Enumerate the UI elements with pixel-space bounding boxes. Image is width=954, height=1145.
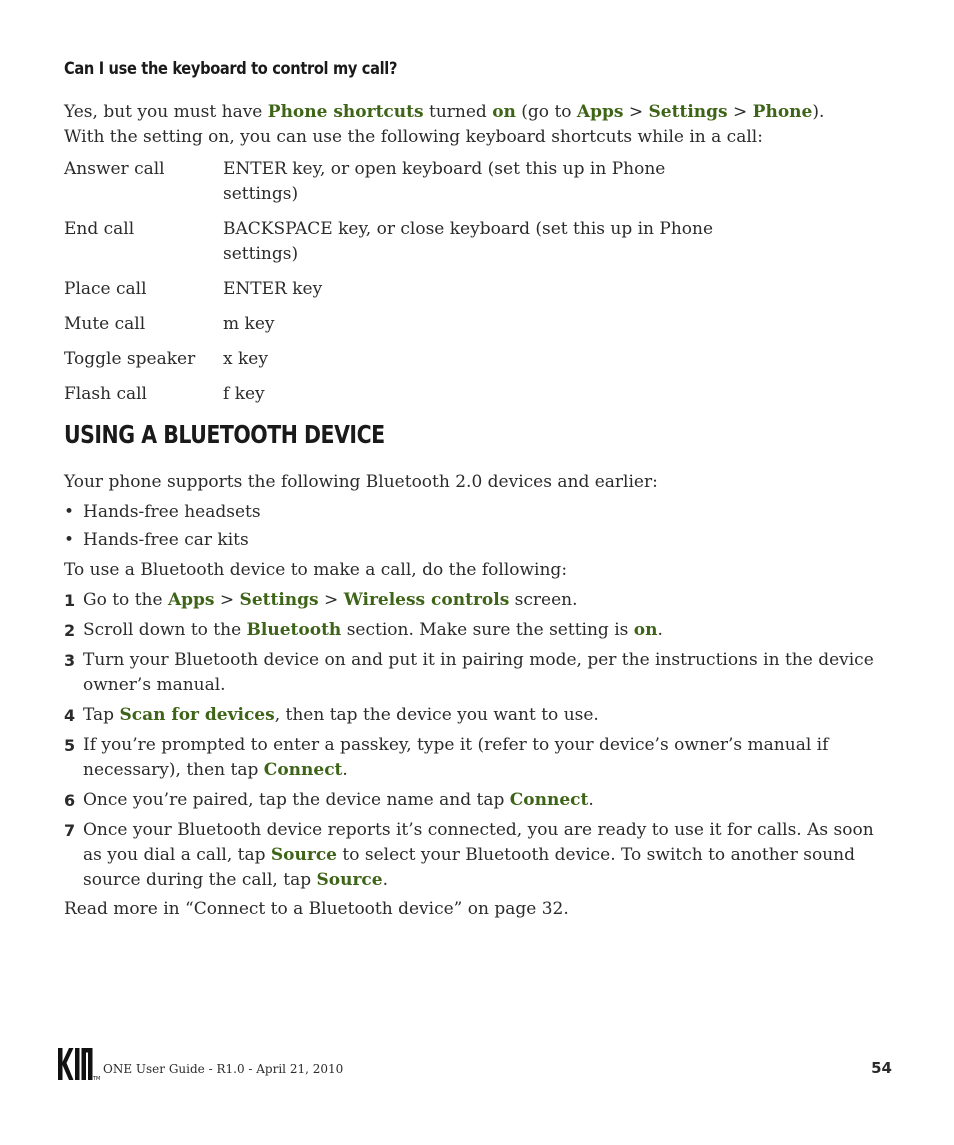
step-number: 1 (64, 591, 76, 610)
step-item (64, 788, 884, 813)
steps-intro: To use a Bluetooth device to make a call, do the following: (64, 560, 568, 580)
shortcut-row (64, 277, 824, 302)
shortcuts-table (64, 157, 824, 417)
device-list (64, 500, 261, 556)
text: , then tap the device you want to use. (274, 705, 599, 725)
step-item (64, 733, 884, 783)
phone-ref: Phone (752, 102, 813, 122)
on-ref: on (492, 102, 516, 122)
text: Turn your Bluetooth device on and put it in pairing mode, per the instructions in the device owner’s manual. (83, 650, 874, 695)
apps-ref: Apps (167, 590, 215, 610)
step-number: 3 (64, 651, 76, 670)
step-number: 4 (64, 706, 76, 725)
faq-question-heading: Can I use the keyboard to control my call? (64, 59, 398, 79)
text: . (588, 790, 594, 810)
faq-answer (64, 100, 864, 150)
device-type: Hands-free car kits (83, 530, 249, 550)
text: turned (423, 102, 493, 122)
phone-shortcuts-ref: Phone shortcuts (267, 102, 424, 122)
shortcut-row (64, 382, 824, 407)
shortcut-action: Toggle speaker (64, 349, 196, 369)
step-number: 6 (64, 791, 76, 810)
shortcut-keys: f key (223, 384, 265, 404)
text: If you’re prompted to enter a passkey, type it (refer to your device’s owner’s manual if necessary), then tap (83, 735, 829, 780)
shortcut-row (64, 217, 824, 267)
connect-ref: Connect (509, 790, 589, 810)
text: section. Make sure the setting is (341, 620, 634, 640)
step-item (64, 703, 884, 728)
read-more: Read more in “Connect to a Bluetooth device” on page 32. (64, 899, 569, 919)
scan-for-devices-ref: Scan for devices (119, 705, 275, 725)
kin-logo-icon (57, 1046, 99, 1082)
guide-version-text: ONE User Guide - R1.0 - April 21, 2010 (103, 1062, 344, 1076)
step-number: 2 (64, 621, 76, 640)
text: Go to the (83, 590, 168, 610)
apps-ref: Apps (576, 102, 624, 122)
text: Once you’re paired, tap the device name and tap (83, 790, 510, 810)
settings-ref: Settings (648, 102, 728, 122)
step-item (64, 618, 884, 643)
shortcut-row (64, 347, 824, 372)
shortcut-keys: ENTER key (223, 279, 323, 299)
text: to select your Bluetooth device. To switch to another sound source during the call, tap (83, 845, 856, 890)
shortcut-keys: m key (223, 314, 275, 334)
text: . (657, 620, 663, 640)
steps-list (64, 588, 884, 898)
device-type: Hands-free headsets (83, 502, 261, 522)
bullet-icon: • (64, 530, 75, 550)
section-heading: USING A BLUETOOTH DEVICE (64, 420, 385, 449)
text: Tap (83, 705, 120, 725)
shortcut-action: End call (64, 219, 135, 239)
shortcut-action: Flash call (64, 384, 147, 404)
shortcut-keys: x key (223, 349, 268, 369)
step-item (64, 818, 884, 893)
bullet-icon: • (64, 502, 75, 522)
wireless-controls-ref: Wireless controls (343, 590, 510, 610)
bluetooth-intro: Your phone supports the following Bluetooth 2.0 devices and earlier: (64, 472, 658, 492)
shortcut-keys: ENTER key, or open keyboard (set this up in Phone settings) (223, 159, 666, 204)
text: (go to (515, 102, 577, 122)
svg-text:TM: TM (93, 1076, 101, 1082)
settings-ref: Settings (239, 590, 319, 610)
step-number: 7 (64, 821, 76, 840)
text: Scroll down to the (83, 620, 247, 640)
text: . (382, 870, 388, 890)
source-ref: Source (316, 870, 383, 890)
on-ref: on (633, 620, 658, 640)
page-number: 54 (871, 1059, 892, 1077)
shortcut-action: Place call (64, 279, 147, 299)
source-ref: Source (270, 845, 337, 865)
text: screen. (509, 590, 578, 610)
text: > (318, 590, 344, 610)
text: . (342, 760, 348, 780)
step-item (64, 648, 884, 698)
text: > (727, 102, 753, 122)
list-item (64, 528, 261, 556)
step-number: 5 (64, 736, 76, 755)
page-footer (57, 1046, 892, 1082)
list-item (64, 500, 261, 528)
text: > (214, 590, 240, 610)
text: Once your Bluetooth device reports it’s connected, you are ready to use it for calls. As soon as you dial a call, tap (83, 820, 874, 865)
shortcut-keys: BACKSPACE key, or close keyboard (set this up in Phone settings) (223, 219, 714, 264)
shortcut-action: Answer call (64, 159, 165, 179)
text: ). With the setting on, you can use the following keyboard shortcuts while in a call: (64, 102, 825, 147)
connect-ref: Connect (263, 760, 343, 780)
bluetooth-ref: Bluetooth (246, 620, 342, 640)
shortcut-row (64, 157, 824, 207)
shortcut-row (64, 312, 824, 337)
text: > (623, 102, 649, 122)
text: Yes, but you must have (64, 102, 268, 122)
shortcut-action: Mute call (64, 314, 146, 334)
step-item (64, 588, 884, 613)
